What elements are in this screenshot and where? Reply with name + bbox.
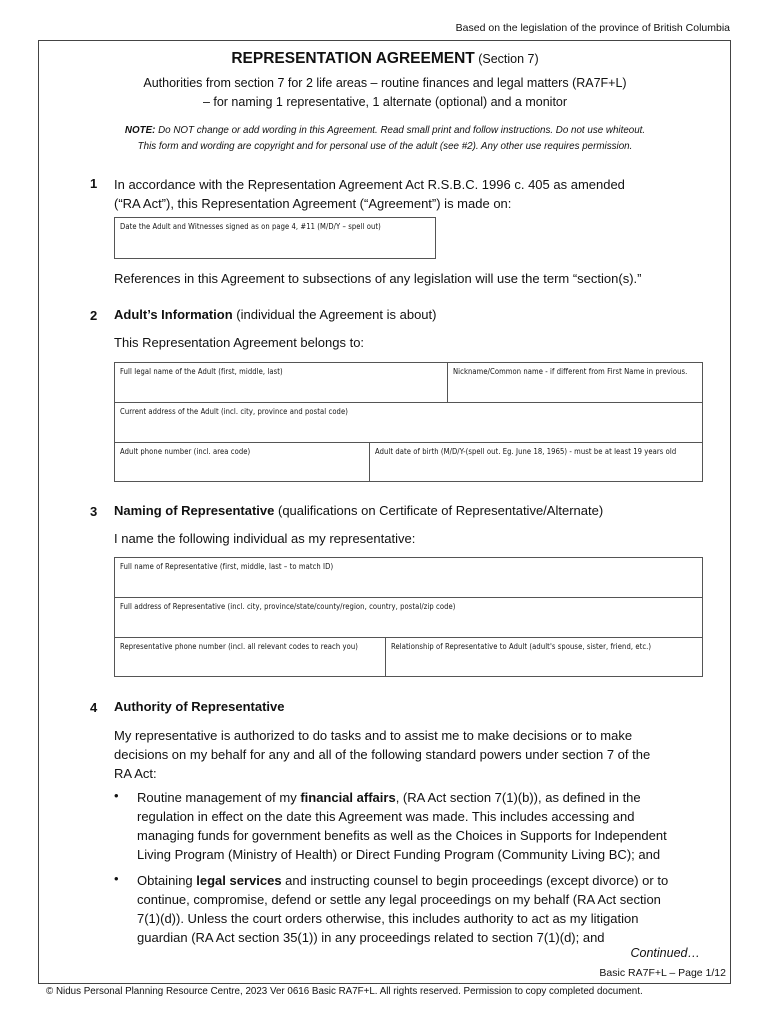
bullet-1-line-4: Living Program (Ministry of Health) or Direct Funding Program (Community Living BC); and — [137, 847, 661, 862]
section-4-heading — [114, 699, 284, 714]
section-2-heading — [114, 307, 436, 322]
page-number: Basic RA7F+L – Page 1/12 — [599, 967, 726, 979]
bullet-2-line-2: continue, compromise, defend or settle any legal proceedings on my behalf (RA Act section — [137, 892, 661, 907]
section-1-text — [114, 175, 714, 213]
page-title — [0, 50, 770, 68]
bullet-2-l1: and instructing counsel to begin proceedings (except divorce) or to — [281, 873, 669, 888]
subtitle-line-1: Authorities from section 7 for 2 life areas – routine finances and legal matters (RA7F+L) — [143, 76, 627, 90]
adult-phone-field[interactable] — [114, 442, 370, 482]
bullet-1-line-3: managing funds for government benefits as well as the Choices in Supports for Independent — [137, 828, 667, 843]
rep-phone-field[interactable] — [114, 637, 386, 677]
section-2-heading-rest: (individual the Agreement is about) — [232, 307, 437, 322]
footer-copyright: © Nidus Personal Planning Resource Centre, 2023 Ver 0616 Basic RA7F+L. All rights reserved. Permission to copy completed document. — [46, 986, 643, 997]
title-main: REPRESENTATION AGREEMENT — [231, 50, 475, 67]
section-2-heading-bold: Adult’s Information — [114, 307, 233, 322]
note-text-1: Do NOT change or add wording in this Agreement. Read small print and follow instructions. Do not use whiteout. — [155, 125, 646, 136]
section-2-intro: This Representation Agreement belongs to: — [114, 335, 365, 350]
bullet-1-l1: , (RA Act section 7(1)(b)), as defined in the — [395, 790, 641, 805]
section-4-paragraph — [114, 726, 714, 783]
section-3-intro: I name the following individual as my representative: — [114, 531, 416, 546]
adult-address-label: Current address of the Adult (incl. city, province and postal code) — [120, 407, 348, 416]
section-3-heading — [114, 503, 603, 518]
subtitle-line-2: – for naming 1 representative, 1 alternate (optional) and a monitor — [202, 95, 568, 109]
bullet-2-text — [137, 871, 707, 947]
adult-address-field[interactable] — [114, 402, 703, 443]
section-1-line-2: (“RA Act”), this Representation Agreement (“Agreement”) is made on: — [114, 196, 512, 211]
adult-nickname-label: Nickname/Common name - if different from First Name in previous. — [453, 367, 688, 376]
adult-name-field[interactable] — [114, 362, 448, 403]
rep-relationship-label: Relationship of Representative to Adult (adult's spouse, sister, friend, etc.) — [391, 642, 652, 651]
section-2-number: 2 — [90, 308, 98, 323]
adult-dob-field[interactable] — [369, 442, 703, 482]
bullet-1-marker: • — [114, 788, 119, 803]
section-1-line-1: In accordance with the Representation Agreement Act R.S.B.C. 1996 c. 405 as amended — [114, 177, 625, 192]
note-label: NOTE: — [124, 125, 156, 136]
bullet-1-line-1 — [137, 788, 707, 807]
bullet-1-text — [137, 788, 707, 864]
date-signed-label: Date the Adult and Witnesses signed as on page 4, #11 (M/D/Y – spell out) — [120, 222, 381, 231]
note-line-1 — [0, 125, 770, 136]
rep-address-label: Full address of Representative (incl. city, province/state/county/region, country, postal/zip code) — [120, 602, 456, 611]
rep-name-label: Full name of Representative (first, middle, last – to match ID) — [120, 562, 334, 571]
rep-phone-label: Representative phone number (incl. all relevant codes to reach you) — [120, 642, 358, 651]
bullet-2-pre: Obtaining — [137, 873, 197, 888]
rep-address-field[interactable] — [114, 597, 703, 638]
adult-name-label: Full legal name of the Adult (first, middle, last) — [120, 367, 283, 376]
section-4-number: 4 — [90, 700, 98, 715]
section-4-line-2: decisions on my behalf for any and all of the following standard powers under section 7 of the — [114, 747, 651, 762]
bullet-2-line-1 — [137, 871, 707, 890]
continued-label: Continued… — [630, 946, 700, 960]
section-3-heading-bold: Naming of Representative — [114, 503, 275, 518]
rep-relationship-field[interactable] — [385, 637, 703, 677]
section-4-heading-bold: Authority of Representative — [114, 699, 285, 714]
adult-nickname-field[interactable] — [447, 362, 703, 403]
bullet-2-line-4: guardian (RA Act section 35(1)) in any proceedings related to section 7(1)(d); and — [137, 930, 605, 945]
bullet-1-bold: financial affairs — [300, 790, 396, 805]
rep-name-field[interactable] — [114, 557, 703, 598]
adult-dob-label: Adult date of birth (M/D/Y-(spell out. Eg. June 18, 1965) - must be at least 19 years old — [375, 447, 677, 456]
section-3-number: 3 — [90, 504, 98, 519]
adult-info-table — [114, 362, 703, 482]
representative-table — [114, 557, 703, 677]
section-4-line-1: My representative is authorized to do tasks and to assist me to make decisions or to make — [114, 728, 633, 743]
bullet-2-bold: legal services — [196, 873, 282, 888]
date-signed-field[interactable] — [114, 217, 436, 259]
title-section: (Section 7) — [474, 52, 539, 66]
section-1-number: 1 — [90, 176, 98, 191]
header-note: Based on the legislation of the province of British Columbia — [455, 22, 730, 34]
section-4-line-3: RA Act: — [114, 766, 157, 781]
adult-phone-label: Adult phone number (incl. area code) — [120, 447, 251, 456]
bullet-1-pre: Routine management of my — [137, 790, 301, 805]
bullet-1-line-2: regulation in effect on the date this Agreement was made. This includes accessing and — [137, 809, 635, 824]
references-text: References in this Agreement to subsections of any legislation will use the term “section(s).” — [114, 271, 642, 286]
bullet-2-line-3: 7(1)(d)). Unless the court orders otherwise, this includes authority to act as my litigation — [137, 911, 639, 926]
note-line-2: This form and wording are copyright and for personal use of the adult (see #2). Any other use requires permission. — [137, 141, 633, 152]
bullet-2-marker: • — [114, 871, 119, 886]
section-3-heading-rest: (qualifications on Certificate of Representative/Alternate) — [274, 503, 604, 518]
